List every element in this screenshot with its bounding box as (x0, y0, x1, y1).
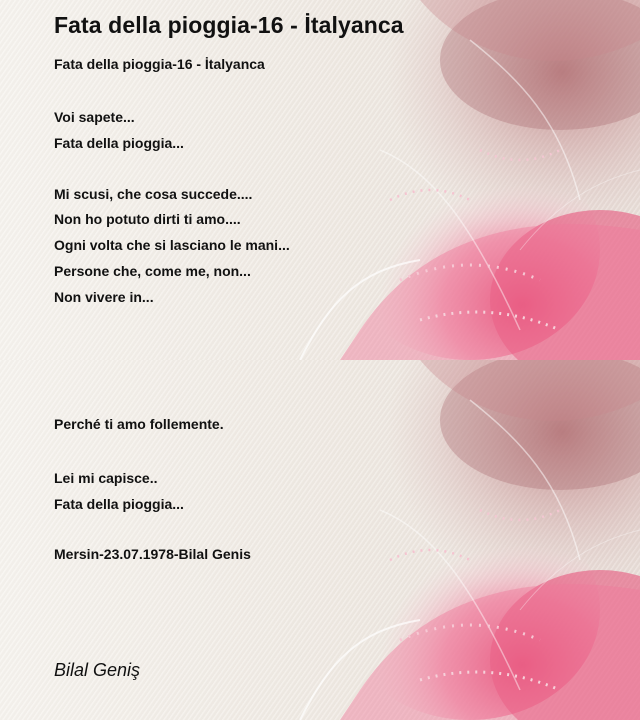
poem-line: Voi sapete... (54, 109, 135, 125)
poem-line: Lei mi capisce.. (54, 470, 158, 486)
poem-line: Mi scusi, che cosa succede.... (54, 186, 253, 202)
poem-line: Non ho potuto dirti ti amo.... (54, 211, 241, 227)
poem-line: Non vivere in... (54, 289, 154, 305)
poem-line: Fata della pioggia... (54, 496, 184, 512)
poem-line: Fata della pioggia... (54, 135, 184, 151)
poem-line: Ogni volta che si lasciano le mani... (54, 237, 290, 253)
poem-subtitle: Fata della pioggia-16 - İtalyanca (54, 56, 265, 72)
poem-line: Perché ti amo follemente. (54, 416, 224, 432)
poem-card-bottom (0, 360, 640, 720)
poem-signature-line: Mersin-23.07.1978-Bilal Genis (54, 546, 251, 562)
poem-title: Fata della pioggia-16 - İtalyanca (54, 12, 404, 38)
poem-author: Bilal Geniş (54, 660, 141, 680)
poem-line: Persone che, come me, non... (54, 263, 251, 279)
